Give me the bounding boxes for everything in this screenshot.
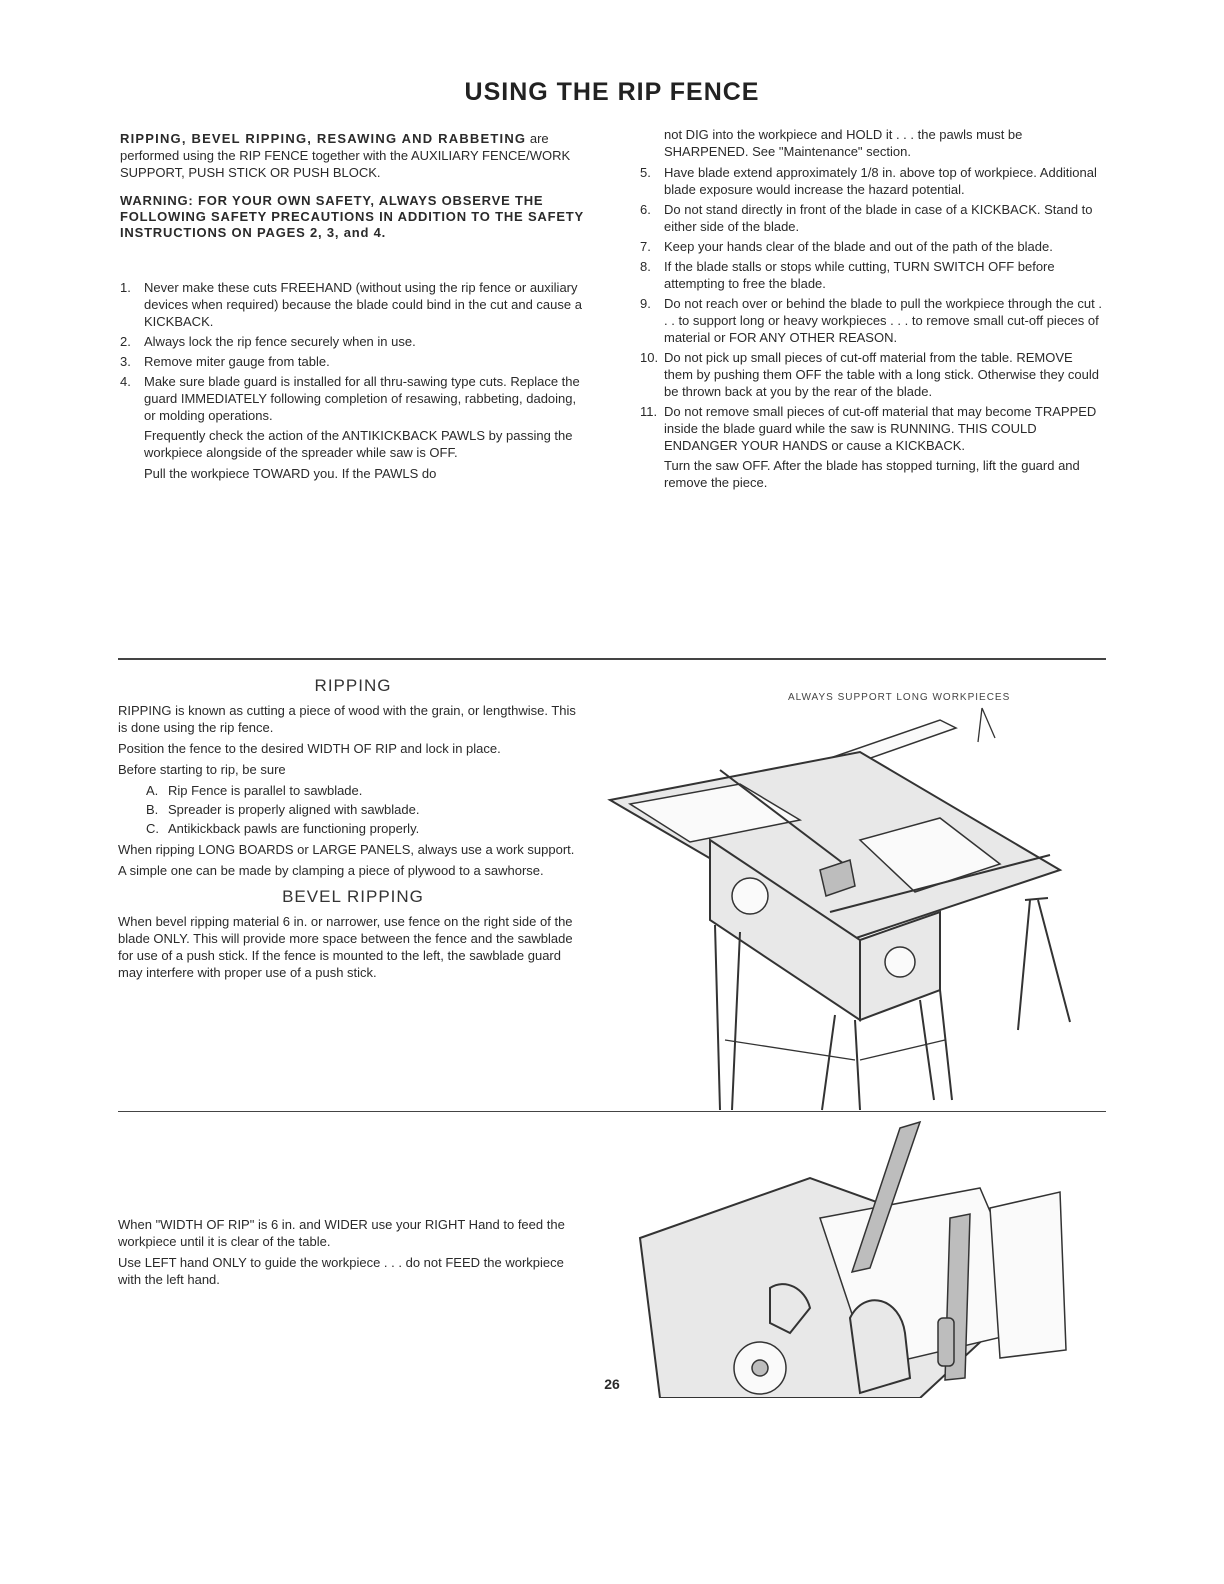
height-handwheel: [885, 947, 915, 977]
item11-continuation: Turn the saw OFF. After the blade has stopped turning, lift the guard and remove the piece.: [664, 458, 1080, 490]
list-item: 2. Always lock the rip fence securely when in use.: [120, 334, 416, 349]
intro-paragraph: [120, 130, 588, 181]
item4-continuation-2b: not DIG into the workpiece and HOLD it . . . the pawls must be SHARPENED. See "Maintenance" section.: [664, 127, 1023, 159]
list-item: A. Rip Fence is parallel to sawblade.: [146, 783, 363, 798]
list-item: 6. Do not stand directly in front of the blade in case of a KICKBACK. Stand to either side of the blade.: [640, 202, 1093, 234]
ripping-checklist: [146, 782, 588, 837]
page-number: 26: [604, 1376, 620, 1392]
list-item: 8. If the blade stalls or stops while cutting, TURN SWITCH OFF before attempting to free the blade.: [640, 259, 1055, 291]
section-divider: [118, 1111, 1106, 1112]
precautions-list-left: [120, 279, 588, 424]
list-item: 1. Never make these cuts FREEHAND (without using the rip fence or auxiliary devices when required) because the blade could bind in the cut and cause a KICKBACK.: [120, 280, 582, 329]
ripping-paragraph: Position the fence to the desired WIDTH OF RIP and lock in place.: [118, 741, 501, 756]
item4-continuation-2a: Pull the workpiece TOWARD you. If the PAWLS do: [144, 466, 437, 481]
hand-feeding-illustration: [620, 1118, 1080, 1398]
ripping-section: [118, 676, 588, 985]
stand-braces: [725, 1040, 945, 1060]
bevel-ripping-heading: BEVEL RIPPING: [282, 887, 424, 906]
fence-lock-handle: [938, 1318, 954, 1366]
bevel-handwheel: [732, 878, 768, 914]
wide-rip-section: [118, 1216, 588, 1292]
ripping-heading: RIPPING: [314, 676, 392, 695]
table-extension: [990, 1192, 1066, 1358]
wide-rip-paragraph: Use LEFT hand ONLY to guide the workpiece . . . do not FEED the workpiece with the left hand.: [118, 1255, 564, 1287]
page-title: USING THE RIP FENCE: [464, 78, 760, 106]
intro-lead: RIPPING, BEVEL RIPPING, RESAWING AND RABBETING: [120, 131, 527, 146]
ripping-paragraph: When ripping LONG BOARDS or LARGE PANELS, always use a work support.: [118, 842, 575, 857]
ripping-paragraph: RIPPING is known as cutting a piece of wood with the grain, or lengthwise. This is done using the rip fence.: [118, 703, 576, 735]
list-item: 9. Do not reach over or behind the blade to pull the workpiece through the cut . . . to support long or heavy workpieces . . . to remove small cut-off pieces of material or FOR ANY OTHER REASON.: [640, 296, 1102, 345]
precautions-list-right: [640, 164, 1104, 454]
right-column-precautions: [640, 126, 1104, 495]
intro-text: are performed using the RIP FENCE together with the AUXILIARY FENCE/WORK SUPPORT, PUSH STICK OR PUSH BLOCK.: [120, 131, 571, 180]
list-item: 11. Do not remove small pieces of cut-off material that may become TRAPPED inside the blade guard while the saw is RUNNING. THIS COULD ENDANGER YOUR HANDS or cause a KICKBACK.: [640, 404, 1097, 453]
list-item: 4. Make sure blade guard is installed for all thru-sawing type cuts. Replace the guard IMMEDIATELY following completion of resawing, rabbeting, dadoing, or molding operations.: [120, 374, 580, 423]
list-item: 5. Have blade extend approximately 1/8 in. above top of workpiece. Additional blade exposure would increase the hazard potential.: [640, 165, 1097, 197]
list-item: 7. Keep your hands clear of the blade and out of the path of the blade.: [640, 239, 1053, 254]
list-item: 3. Remove miter gauge from table.: [120, 354, 330, 369]
section-divider: [118, 658, 1106, 660]
list-item: C. Antikickback pawls are functioning properly.: [146, 821, 420, 836]
handwheel-hub: [752, 1360, 768, 1376]
ripping-paragraph: Before starting to rip, be sure: [118, 762, 286, 777]
sawhorse: [1018, 898, 1070, 1030]
item4-continuation-1: Frequently check the action of the ANTIKICKBACK PAWLS by passing the workpiece alongside of the spreader while saw is OFF.: [144, 428, 573, 460]
table-saw-illustration: [600, 700, 1100, 1120]
warning-text: WARNING: FOR YOUR OWN SAFETY, ALWAYS OBSERVE THE FOLLOWING SAFETY PRECAUTIONS IN ADDITION TO THE SAFETY INSTRUCTIONS ON PAGES 2, 3, and 4.: [120, 193, 584, 240]
ripping-paragraph: A simple one can be made by clamping a piece of plywood to a sawhorse.: [118, 863, 544, 878]
pointer-arrow: [978, 708, 995, 742]
list-item: B. Spreader is properly aligned with sawblade.: [146, 802, 420, 817]
wide-rip-paragraph: When "WIDTH OF RIP" is 6 in. and WIDER use your RIGHT Hand to feed the workpiece until it is clear of the table.: [118, 1217, 565, 1249]
bevel-paragraph: When bevel ripping material 6 in. or narrower, use fence on the right side of the blade ONLY. This will provide more space between the fence and the sawblade for use of a push stick. If the fence is mounted to the left, the sawblade guard may interfere with proper use of a push stick.: [118, 914, 573, 980]
saw-table-top: [610, 752, 1060, 940]
list-item: 10. Do not pick up small pieces of cut-off material from the table. REMOVE them by pushing them OFF the table with a long stick. Otherwise they could be thrown back at you by the rear of the blade.: [640, 350, 1099, 399]
left-column-precautions: [120, 130, 588, 482]
figure-caption: ALWAYS SUPPORT LONG WORKPIECES: [788, 692, 1011, 703]
